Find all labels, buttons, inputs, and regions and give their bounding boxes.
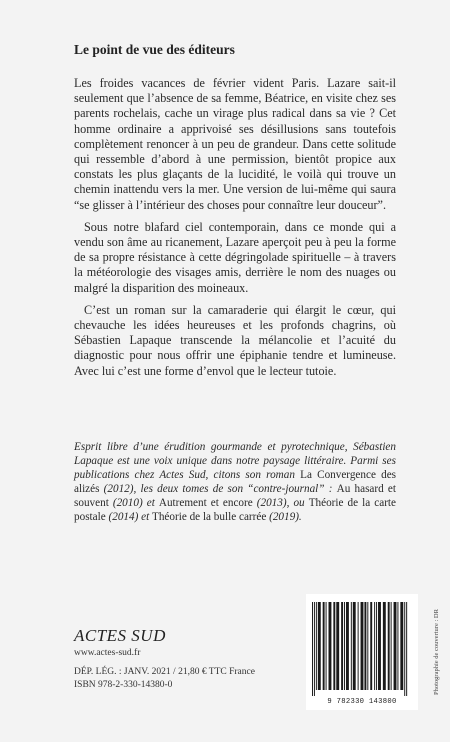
barcode-bar [336, 602, 339, 690]
barcode-bar [374, 602, 375, 690]
bio-text-6: (2019). [266, 511, 302, 523]
barcode-bar [367, 602, 368, 690]
barcode-bar [318, 602, 321, 690]
barcode-bar [391, 602, 392, 690]
barcode-bar [394, 602, 397, 690]
legal-info [74, 666, 255, 692]
barcode [306, 594, 418, 710]
publisher-logo: ACTES SUD [74, 626, 166, 645]
bio-text-5: (2014) et [105, 511, 152, 523]
barcode-bar [341, 602, 343, 690]
barcode-bar [353, 602, 356, 690]
bio-book-title-4: Théorie de la carte postale [74, 497, 396, 523]
barcode-bars-icon [312, 602, 412, 696]
barcode-bar [378, 602, 381, 690]
barcode-bar [376, 602, 377, 690]
synopsis [74, 76, 396, 379]
barcode-bar [361, 602, 364, 690]
barcode-bar [326, 602, 327, 690]
barcode-bar [312, 602, 313, 696]
barcode-bar [383, 602, 386, 690]
bio-text-1: Esprit libre d’une érudition gourmande et pyrotechnique, Sébastien Lapaque est une voix unique dans notre paysage littéraire. Parmi ses publications chez Actes Sud, citons son roman [74, 441, 396, 481]
barcode-bar [329, 602, 332, 690]
synopsis-paragraph-2: Sous notre blafard ciel contemporain, dans ce monde qui a vendu son âme au ricanement, Lazare aperçoit peu à peu la forme de sa propre résistance à cette dégringolade spirituelle – à travers la météorologie des visages amis, derrière le nom des nuages ou malgré la disparition des moineaux. [74, 219, 396, 295]
bio-book-title-3: Autrement et encore [158, 497, 253, 509]
barcode-bar [316, 602, 317, 690]
section-heading: Le point de vue des éditeurs [74, 42, 235, 57]
synopsis-paragraph-1: Les froides vacances de février vident Paris. Lazare sait-il seulement que l’absence de sa femme, Béatrice, en visite chez ses parents rochelais, cache un virage plus radical dans sa vie ? Cet homme ordinaire a apprivoisé ses désillusions sans toutefois complètement renoncer à un peu de grandeur. Dans cette solitude qui ressemble d’abord à une permission, bientôt propice aux constats les plus glaçants de la lucidité, le voilà qui trouve un chemin inattendu vers la mer. Une version de lui-même qui saura “se glisser à l’intérieur des choses pour connaître leur douceur”. [74, 76, 396, 212]
bio-text-4: (2013), ou [252, 497, 309, 509]
barcode-bar [314, 602, 315, 696]
legal-deposit-price: DÉP. LÉG. : JANV. 2021 / 21,80 € TTC France [74, 667, 255, 677]
photo-credit: Photographie de couverture : DR [433, 609, 440, 695]
barcode-bar [406, 602, 407, 696]
barcode-bar [400, 602, 403, 690]
barcode-digits: 9 782330 143800 [327, 698, 397, 706]
barcode-bar [344, 602, 345, 690]
bio-book-title-1: La Convergence des alizés [74, 469, 397, 495]
bio-book-title-2: Au hasard et souvent [74, 483, 396, 509]
barcode-bar [364, 602, 366, 690]
barcode-bar [388, 602, 390, 690]
barcode-bar [404, 602, 405, 696]
barcode-bar [358, 602, 359, 690]
barcode-bar [323, 602, 325, 690]
barcode-bar [333, 602, 335, 690]
barcode-bar [370, 602, 372, 690]
barcode-bar [397, 602, 398, 690]
barcode-bar [351, 602, 352, 690]
barcode-bar [346, 602, 349, 690]
isbn: ISBN 978-2-330-14380-0 [74, 680, 173, 690]
bio-text-3: (2010) et [108, 497, 159, 509]
bio-book-title-5: Théorie de la bulle carrée [152, 511, 267, 523]
publisher-website: www.actes-sud.fr [74, 648, 141, 658]
synopsis-paragraph-3: C’est un roman sur la camaraderie qui élargit le cœur, qui chevauche les idées heureuses et les profonds chagrins, où Sébastien Lapaque transcende la mélancolie et l’acuité du diagnostic pour nous offrir une épiphanie tendre et lumineuse. Avec lui c’est une forme d’envol que le lecteur tutoie. [74, 302, 396, 378]
bio-text-2: (2012), les deux tomes de son “contre-journal” : [99, 483, 337, 495]
author-bio [74, 440, 396, 524]
